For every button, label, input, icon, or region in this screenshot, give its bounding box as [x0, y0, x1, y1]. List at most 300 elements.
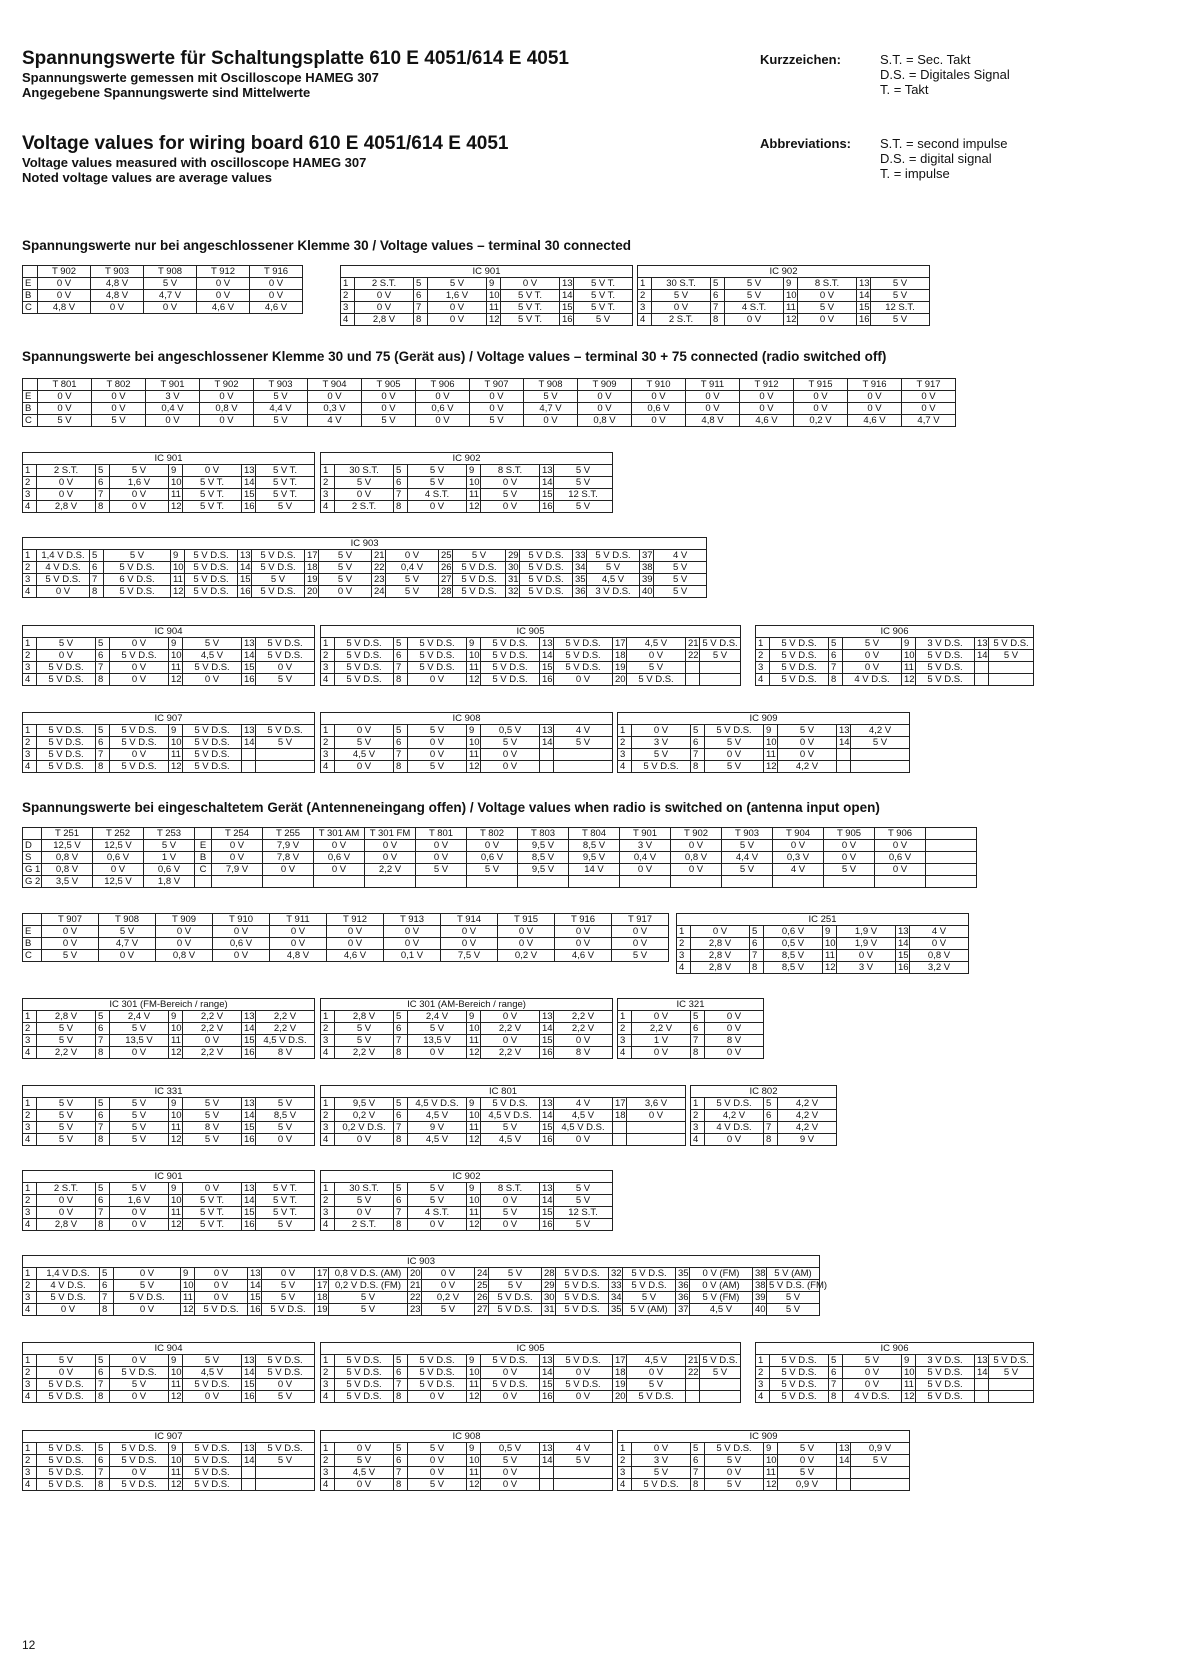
- table-row: [23, 266, 303, 278]
- table-cell: 5 V D.S.: [104, 562, 171, 574]
- table-cell: T 803: [518, 828, 569, 840]
- table-cell: 0,6 V: [875, 852, 926, 864]
- section-heading-terminal-30: Spannungswerte nur bei angeschlossener Klemme 30 / Voltage values – terminal 30 connected: [22, 238, 631, 253]
- table-cell: 5 V: [851, 1455, 910, 1467]
- table-cell: [242, 749, 256, 761]
- table-cell: 6: [96, 737, 110, 749]
- ic-voltage-table: [340, 265, 633, 326]
- table-cell: E: [195, 840, 212, 852]
- table-title: IC 907: [23, 713, 315, 725]
- table-cell: 5 V: [92, 415, 146, 427]
- table-cell: 14: [540, 1367, 554, 1379]
- table-cell: 0 V: [467, 840, 518, 852]
- table-cell: 2,2 V: [481, 1023, 540, 1035]
- page-number: 12: [22, 1638, 36, 1652]
- table-cell: 7: [394, 1467, 408, 1479]
- table-cell: 5 V D.S.: [37, 737, 96, 749]
- table-cell: 15: [540, 662, 554, 674]
- table-cell: 11: [169, 1207, 183, 1219]
- table-cell: 2: [638, 290, 652, 302]
- table-cell: T 903: [91, 266, 144, 278]
- table-cell: 0 V: [441, 926, 498, 938]
- table-cell: 0 V: [314, 840, 365, 852]
- table-cell: 13: [540, 1098, 554, 1110]
- table-cell: 5 V: [362, 415, 416, 427]
- table-cell: 5 V D.S.: [256, 1367, 315, 1379]
- table-cell: 14: [242, 477, 256, 489]
- table-cell: 0 V: [843, 650, 902, 662]
- table-cell: 21: [372, 550, 386, 562]
- table-cell: 12: [467, 674, 481, 686]
- table-cell: 4 V: [554, 725, 613, 737]
- table-cell: 14: [837, 737, 851, 749]
- table-cell: 5 V: [654, 586, 707, 598]
- table-cell: B: [23, 938, 42, 950]
- table-cell: 0 V: [416, 852, 467, 864]
- table-cell: 14: [242, 1367, 256, 1379]
- table-cell: 11: [181, 1292, 195, 1304]
- table-cell: 11: [467, 749, 481, 761]
- table-cell: 0 V: [335, 489, 394, 501]
- table-cell: 40: [753, 1304, 767, 1316]
- ic-voltage-table: [320, 1085, 686, 1146]
- table-cell: 4: [23, 586, 37, 598]
- table-cell: 5 V D.S.: [489, 1304, 542, 1316]
- table-cell: 14 V: [569, 864, 620, 876]
- table-cell: 0 V: [481, 1035, 540, 1047]
- table-cell: 0 V: [335, 1207, 394, 1219]
- table-cell: 2: [618, 737, 632, 749]
- table-cell: 0 V: [902, 403, 956, 415]
- table-row: [23, 1292, 820, 1304]
- table-cell: 0,6 V: [93, 852, 144, 864]
- table-cell: 13: [248, 1268, 262, 1280]
- table-cell: 5 V D.S.: [481, 662, 540, 674]
- table-cell: 5 V D.S.: [110, 650, 169, 662]
- table-cell: 0 V (AM): [690, 1280, 753, 1292]
- table-cell: 0 V: [554, 1035, 613, 1047]
- table-row: [618, 725, 910, 737]
- table-row: [321, 1047, 613, 1059]
- table-cell: 4: [321, 1479, 335, 1491]
- table-cell: 11: [764, 1467, 778, 1479]
- table-cell: 5 V: [422, 1304, 475, 1316]
- table-cell: 5 V D.S.: [185, 562, 238, 574]
- table-cell: 2,2 V: [481, 1047, 540, 1059]
- abbreviations-label-german: Kurzzeichen:: [760, 52, 841, 67]
- table-cell: 0 V: [416, 391, 470, 403]
- table-cell: 0,8 V: [200, 403, 254, 415]
- table-cell: 5 V: [722, 864, 773, 876]
- table-cell: B: [23, 290, 38, 302]
- table-cell: 5 V D.S.: [916, 650, 975, 662]
- table-cell: 5 V D.S.: [700, 1355, 741, 1367]
- table-cell: [554, 1479, 613, 1491]
- table-row: [23, 761, 315, 773]
- table-cell: 0 V: [875, 840, 926, 852]
- table-cell: 14: [857, 290, 871, 302]
- table-row: [618, 1479, 910, 1491]
- table-cell: 3: [321, 749, 335, 761]
- table-cell: 11: [169, 1467, 183, 1479]
- table-cell: 0 V: [843, 1379, 902, 1391]
- table-cell: 26: [439, 562, 453, 574]
- table-cell: 0 V: [408, 1391, 467, 1403]
- table-cell: E: [23, 391, 38, 403]
- table-cell: 31: [506, 574, 520, 586]
- table-cell: 6: [394, 737, 408, 749]
- table-cell: 4: [321, 1219, 335, 1231]
- table-cell: 9: [467, 1443, 481, 1455]
- table-cell: 5 V D.S.: [110, 737, 169, 749]
- table-cell: 0,8 V: [156, 950, 213, 962]
- table-cell: 5 V D.S.: [627, 1391, 686, 1403]
- table-cell: 10: [169, 1110, 183, 1122]
- table-cell: 5 V D.S.: [408, 1379, 467, 1391]
- table-cell: 31: [542, 1304, 556, 1316]
- ic-voltage-table: [320, 998, 613, 1059]
- table-cell: 8: [100, 1304, 114, 1316]
- table-cell: 11: [171, 574, 185, 586]
- table-row: [23, 278, 303, 290]
- table-cell: [540, 749, 554, 761]
- table-cell: 6 V D.S.: [104, 574, 171, 586]
- table-row: [321, 1207, 613, 1219]
- table-cell: [926, 828, 977, 840]
- table-cell: 5 V: [574, 314, 633, 326]
- table-cell: 5 V: [335, 1195, 394, 1207]
- table-cell: 12: [467, 1219, 481, 1231]
- table-cell: 5 V D.S.: [110, 1367, 169, 1379]
- table-cell: 5 V: [256, 1219, 315, 1231]
- table-cell: 0 V: [627, 1110, 686, 1122]
- table-cell: 28: [439, 586, 453, 598]
- table-cell: 5: [96, 1098, 110, 1110]
- table-cell: 4,7 V: [99, 938, 156, 950]
- table-cell: 5 V: [335, 477, 394, 489]
- subtitle-english-1: Voltage values measured with oscilloscope HAMEG 307: [22, 155, 367, 170]
- table-cell: 11: [467, 1035, 481, 1047]
- table-cell: 15: [242, 489, 256, 501]
- table-cell: 5 V: [144, 840, 195, 852]
- table-cell: 3,5 V: [42, 876, 93, 888]
- table-cell: 6: [394, 650, 408, 662]
- table-cell: 5 V: [252, 574, 305, 586]
- table-cell: 21: [408, 1280, 422, 1292]
- table-cell: 9: [169, 638, 183, 650]
- table-cell: 5 V D.S.: [705, 1098, 764, 1110]
- table-cell: 0 V: [910, 938, 969, 950]
- table-cell: 5 V: [256, 501, 315, 513]
- table-cell: 10: [169, 1195, 183, 1207]
- table-row: [618, 1455, 910, 1467]
- table-cell: [195, 876, 212, 888]
- table-cell: 5 V T.: [256, 477, 315, 489]
- table-cell: 0 V: [270, 926, 327, 938]
- table-cell: 33: [573, 550, 587, 562]
- table-cell: 5 V: [632, 1467, 691, 1479]
- title-german: Spannungswerte für Schaltungsplatte 610 E 4051/614 E 4051: [22, 48, 569, 69]
- table-title: IC 906: [756, 1343, 1034, 1355]
- table-cell: 5 V (AM): [767, 1268, 820, 1280]
- table-cell: 4,6 V: [740, 415, 794, 427]
- table-cell: 0 V: [110, 1219, 169, 1231]
- table-row: [23, 876, 977, 888]
- table-cell: [671, 876, 722, 888]
- table-cell: 5 V: [37, 1023, 96, 1035]
- table-cell: 5 V: [256, 1122, 315, 1134]
- table-cell: 8: [394, 674, 408, 686]
- table-row: [321, 662, 741, 674]
- table-row: [618, 1011, 764, 1023]
- table-cell: 19: [613, 1379, 627, 1391]
- table-cell: 30 S.T.: [335, 1183, 394, 1195]
- table-cell: 5 V: [767, 1292, 820, 1304]
- table-cell: 17: [613, 1355, 627, 1367]
- table-cell: 0,6 V: [467, 852, 518, 864]
- table-cell: 5 V D.S.: [623, 1268, 676, 1280]
- table-row: [23, 562, 707, 574]
- table-cell: 11: [487, 302, 501, 314]
- table-cell: 3: [321, 1467, 335, 1479]
- table-cell: 2: [23, 562, 37, 574]
- table-cell: 1: [638, 278, 652, 290]
- table-cell: 0 V: [470, 391, 524, 403]
- table-row: [23, 1379, 315, 1391]
- table-cell: 0 V: [250, 290, 303, 302]
- table-cell: 5: [711, 278, 725, 290]
- table-cell: T 910: [213, 914, 270, 926]
- table-cell: 18: [613, 650, 627, 662]
- table-cell: 4,5 V: [627, 638, 686, 650]
- table-cell: 5 V D.S.: [770, 650, 829, 662]
- table-cell: 16: [857, 314, 871, 326]
- table-cell: 5 V D.S.: [114, 1292, 181, 1304]
- table-cell: 5 V D.S.: [554, 1355, 613, 1367]
- table-cell: T 903: [722, 828, 773, 840]
- table-title: IC 905: [321, 626, 741, 638]
- table-row: [23, 403, 956, 415]
- table-cell: 0 V: [114, 1268, 181, 1280]
- table-cell: 0,4 V: [146, 403, 200, 415]
- table-cell: 0 V: [408, 737, 467, 749]
- table-cell: [926, 876, 977, 888]
- table-cell: 4,5 V: [554, 1110, 613, 1122]
- table-cell: 2: [618, 1023, 632, 1035]
- table-cell: 5 V: [408, 725, 467, 737]
- table-cell: 11: [467, 1467, 481, 1479]
- table-cell: 13: [242, 638, 256, 650]
- table-cell: 4: [691, 1134, 705, 1146]
- table-cell: 5 V D.S.: [770, 1391, 829, 1403]
- table-cell: [195, 828, 212, 840]
- table-cell: 5 V: [627, 662, 686, 674]
- table-cell: 5 V: [705, 737, 764, 749]
- table-cell: 3: [23, 489, 37, 501]
- table-cell: 11: [467, 662, 481, 674]
- table-cell: 18: [315, 1292, 329, 1304]
- table-cell: 0 V: [725, 314, 784, 326]
- table-cell: 0,8 V: [671, 852, 722, 864]
- table-cell: 2,8 V: [335, 1011, 394, 1023]
- table-cell: 5 V D.S.: [556, 1304, 609, 1316]
- transistor-voltage-table: [22, 265, 303, 314]
- table-cell: 6: [414, 290, 428, 302]
- table-cell: 5 V D.S.: [110, 725, 169, 737]
- table-cell: 13: [540, 465, 554, 477]
- table-cell: 10: [764, 1455, 778, 1467]
- table-cell: [518, 876, 569, 888]
- table-title: IC 331: [23, 1086, 315, 1098]
- table-cell: 0 V: [691, 926, 750, 938]
- table-cell: 16: [560, 314, 574, 326]
- table-cell: 0 V: [110, 638, 169, 650]
- table-cell: 39: [640, 574, 654, 586]
- table-cell: 5 V: [408, 1183, 467, 1195]
- table-cell: 0 V: [481, 1391, 540, 1403]
- table-row: [23, 489, 315, 501]
- table-cell: 5 V D.S.: [408, 650, 467, 662]
- table-cell: [569, 876, 620, 888]
- table-cell: 0 V: [110, 1047, 169, 1059]
- table-row: [23, 415, 956, 427]
- table-cell: 3: [638, 302, 652, 314]
- table-cell: 0 V: [314, 864, 365, 876]
- table-cell: 5 V: [467, 864, 518, 876]
- table-cell: 4: [321, 761, 335, 773]
- table-cell: 12: [169, 1391, 183, 1403]
- table-row: [321, 1367, 741, 1379]
- table-cell: 0 V: [481, 761, 540, 773]
- table-cell: 1,4 V D.S.: [37, 550, 90, 562]
- ic-voltage-table: [617, 1430, 910, 1491]
- table-row: [23, 302, 303, 314]
- table-cell: 4,5 V D.S.: [256, 1035, 315, 1047]
- table-cell: 12: [169, 1479, 183, 1491]
- table-cell: 0 V: [481, 1219, 540, 1231]
- table-cell: 13: [238, 550, 252, 562]
- table-cell: 5 V: [183, 1134, 242, 1146]
- table-row: [321, 1011, 613, 1023]
- table-cell: 5 V (AM): [623, 1304, 676, 1316]
- table-cell: 9: [467, 1183, 481, 1195]
- table-cell: [256, 1467, 315, 1479]
- table-cell: 4: [618, 1047, 632, 1059]
- table-cell: [23, 828, 42, 840]
- table-cell: 10: [169, 1367, 183, 1379]
- table-cell: [851, 761, 910, 773]
- table-cell: 5 V D.S.: [770, 674, 829, 686]
- abbreviations-list-english: [880, 136, 1008, 181]
- table-cell: 0 V: [632, 1047, 691, 1059]
- table-cell: 1: [321, 725, 335, 737]
- ic-voltage-table: [22, 1085, 315, 1146]
- table-cell: 5 V: [767, 1304, 820, 1316]
- table-cell: 12: [169, 1047, 183, 1059]
- table-cell: 1,6 V: [428, 290, 487, 302]
- table-cell: 13: [242, 1011, 256, 1023]
- table-cell: 5 V D.S.: [335, 1355, 394, 1367]
- table-cell: [242, 761, 256, 773]
- table-cell: 5 V D.S.: [989, 1355, 1034, 1367]
- table-cell: 5 V D.S.: [183, 1443, 242, 1455]
- table-cell: 2,2 V: [183, 1011, 242, 1023]
- table-cell: 4,2 V: [778, 761, 837, 773]
- table-cell: [989, 674, 1034, 686]
- table-cell: [989, 1379, 1034, 1391]
- table-row: [23, 1011, 315, 1023]
- table-cell: 9: [181, 1268, 195, 1280]
- table-cell: 4,8 V: [270, 950, 327, 962]
- table-cell: 2,8 V: [691, 950, 750, 962]
- table-cell: 5 V: [37, 1035, 96, 1047]
- table-cell: [989, 1391, 1034, 1403]
- table-cell: 9: [467, 725, 481, 737]
- table-cell: 5 V: [183, 1355, 242, 1367]
- table-cell: 5 V: [110, 1183, 169, 1195]
- table-cell: 2: [23, 1023, 37, 1035]
- table-cell: 13: [540, 1183, 554, 1195]
- table-cell: T 915: [498, 914, 555, 926]
- table-cell: 2: [321, 477, 335, 489]
- table-cell: [620, 876, 671, 888]
- table-title: IC 802: [691, 1086, 837, 1098]
- table-cell: 9: [764, 1443, 778, 1455]
- ic-voltage-table: [690, 1085, 837, 1146]
- table-cell: 5 V T.: [183, 501, 242, 513]
- table-cell: 1: [23, 1098, 37, 1110]
- table-cell: T 254: [212, 828, 263, 840]
- table-cell: 0 V: [902, 391, 956, 403]
- table-cell: 5 V: [408, 1443, 467, 1455]
- table-cell: 2 S.T.: [355, 278, 414, 290]
- table-title: IC 909: [618, 713, 910, 725]
- table-cell: 22: [686, 650, 700, 662]
- table-cell: 5 V: [554, 477, 613, 489]
- table-cell: [256, 749, 315, 761]
- table-cell: 5: [691, 1443, 705, 1455]
- table-cell: 5 V D.S.: [256, 1443, 315, 1455]
- table-cell: 5 V D.S.: [481, 674, 540, 686]
- table-cell: 0,8 V: [578, 415, 632, 427]
- table-cell: 0 V: [686, 391, 740, 403]
- table-cell: 5 V D.S.: [770, 1355, 829, 1367]
- table-cell: 7: [394, 1379, 408, 1391]
- table-cell: 20: [613, 674, 627, 686]
- table-cell: [975, 674, 989, 686]
- table-cell: 10: [902, 1367, 916, 1379]
- table-cell: 11: [902, 662, 916, 674]
- table-cell: 5 V: [481, 1122, 540, 1134]
- table-cell: 0 V: [195, 1292, 248, 1304]
- table-cell: 20: [305, 586, 319, 598]
- table-cell: 1: [321, 1355, 335, 1367]
- table-cell: 2,2 V: [37, 1047, 96, 1059]
- table-cell: 13: [242, 1355, 256, 1367]
- table-cell: 5 V: [256, 737, 315, 749]
- table-cell: 12: [467, 1391, 481, 1403]
- table-cell: 13: [837, 725, 851, 737]
- ic-voltage-table: [637, 265, 930, 326]
- table-cell: 4,6 V: [250, 302, 303, 314]
- table-cell: 5 V: [481, 737, 540, 749]
- table-cell: 9: [902, 1355, 916, 1367]
- table-cell: 1: [756, 638, 770, 650]
- table-cell: 5 V: [481, 1207, 540, 1219]
- table-cell: 0 V: [632, 1443, 691, 1455]
- table-row: [23, 465, 315, 477]
- table-cell: 5 V: [481, 489, 540, 501]
